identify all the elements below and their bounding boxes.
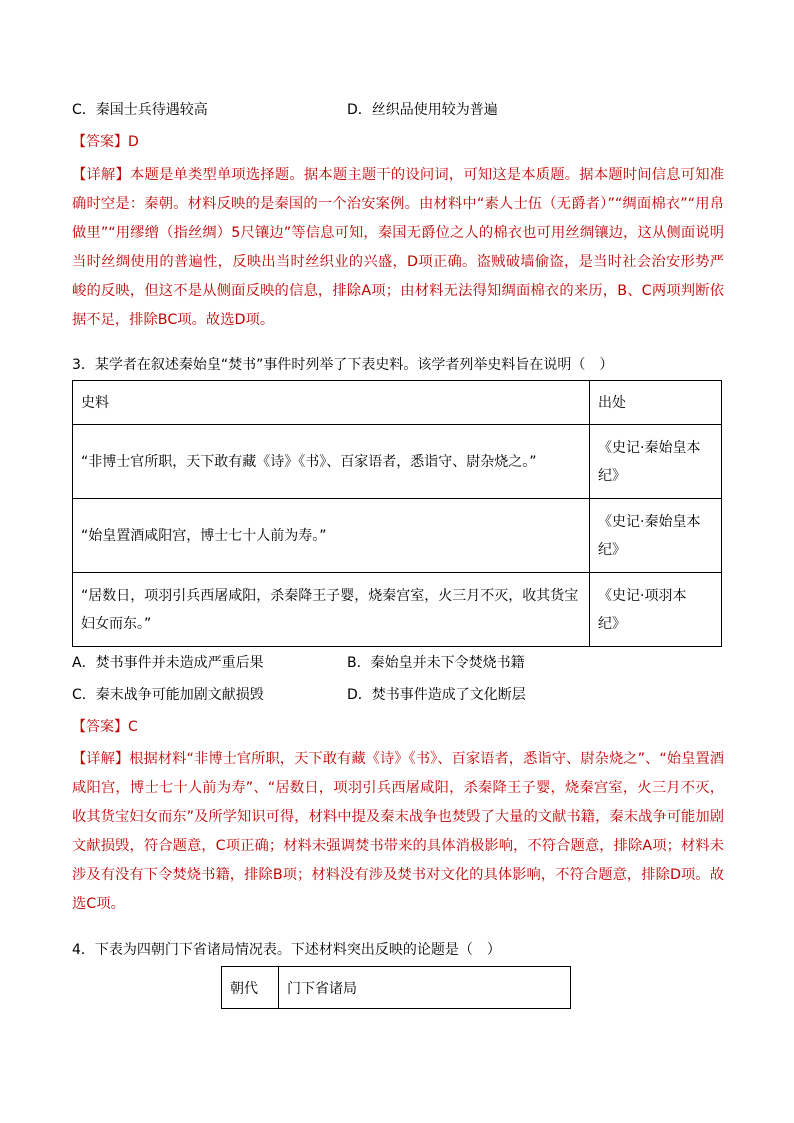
q3-explanation xyxy=(72,745,724,919)
source-origin-line: 《史记·秦始皇本 xyxy=(598,513,701,530)
header-cell: 出处 xyxy=(590,381,722,425)
source-text-cell: “非博士官所职，天下敢有藏《诗》《书》、百家语者，悉诣守、尉杂烧之。” xyxy=(73,425,590,499)
q3-option-d: D．焚书事件造成了文化断层 xyxy=(347,687,526,703)
q3-source-table xyxy=(72,380,722,647)
source-origin-line: 《史记·秦始皇本 xyxy=(598,439,701,456)
source-origin-line: 纪》 xyxy=(598,467,626,484)
header-cell: 门下省诸局 xyxy=(279,967,571,1009)
q4-stem: 4．下表为四朝门下省诸局情况表。下述材料突出反映的论题是（ ） xyxy=(72,942,501,958)
explain-tag: 【详解】 xyxy=(72,167,130,183)
q2-answer xyxy=(72,132,139,152)
source-origin-cell xyxy=(590,573,722,647)
source-origin-cell xyxy=(590,499,722,573)
q2-option-d: D．丝织品使用较为普遍 xyxy=(347,102,498,118)
header-cell: 朝代 xyxy=(222,967,279,1009)
q3-answer xyxy=(72,717,138,737)
explain-text: 根据材料“非博士官所职，天下敢有藏《诗》《书》、百家语者，悉诣守、尉杂烧之”、“始皇置酒咸阳宫，博士七十人前为寿”、“居数日，项羽引兵西屠咸阳，杀秦降王子婴，烧秦宫室，火三月不灭，收其货宝妇女而东”及所学知识可得，材料中提及秦末战争也焚毁了大量的文献书籍，秦末战争可能加剧文献损毁，符合题意，C项正确；材料未强调焚书带来的具体消极影响，不符合题意，排除A项；材料未涉及有没有下令焚烧书籍，排除B项；材料没有涉及焚书对文化的具体影响，不符合题意，排除D项。故选C项。 xyxy=(72,751,724,912)
source-origin-line: 纪》 xyxy=(598,541,626,558)
q3-stem: 3．某学者在叙述秦始皇“焚书”事件时列举了下表史料。该学者列举史料旨在说明（ ） xyxy=(72,357,614,373)
source-text-line: 妇女而东。” xyxy=(81,615,152,632)
answer-value: D xyxy=(128,134,139,150)
header-cell: 史料 xyxy=(73,381,590,425)
source-origin-line: 《史记·项羽本 xyxy=(598,587,687,604)
table-header-row xyxy=(73,381,722,425)
source-text-line: “居数日，项羽引兵西屠咸阳，杀秦降王子婴，烧秦宫室，火三月不灭，收其货宝 xyxy=(81,587,579,604)
answer-value: C xyxy=(128,719,138,735)
q3-option-c: C．秦末战争可能加剧文献损毁 xyxy=(72,687,264,703)
answer-tag: 【答案】 xyxy=(72,134,128,150)
source-origin-cell xyxy=(590,425,722,499)
source-text-cell: “始皇置酒咸阳宫，博士七十人前为寿。” xyxy=(73,499,590,573)
explain-text: 本题是单类型单项选择题。据本题主题干的设问词，可知这是本质题。据本题时间信息可知准确时空是：秦朝。材料反映的是秦国的一个治安案例。由材料中“素人士伍（无爵者）”“绸面棉衣”“用帛做里”“用缪缯（指丝绸）5尺镶边”等信息可知，秦国无爵位之人的棉衣也可用丝绸镶边，这从侧面说明当时丝绸使用的普遍性，反映出当时丝织业的兴盛，D项正确。盗贼破墙偷盗，是当时社会治安形势严峻的反映，但这不是从侧面反映的信息，排除A项；由材料无法得知绸面棉衣的来历，B、C两项判断依据不足，排除BC项。故选D项。 xyxy=(72,167,725,328)
source-text-cell xyxy=(73,573,590,647)
q2-option-c: C．秦国士兵待遇较高 xyxy=(72,102,208,118)
table-row xyxy=(73,573,722,647)
answer-tag: 【答案】 xyxy=(72,719,128,735)
q3-option-b: B．秦始皇并未下令焚烧书籍 xyxy=(347,655,525,671)
table-row xyxy=(73,499,722,573)
q2-explanation xyxy=(72,161,724,335)
table-header-row xyxy=(222,967,571,1009)
q4-table xyxy=(221,966,571,1009)
table-row xyxy=(73,425,722,499)
explain-tag: 【详解】 xyxy=(72,751,130,767)
q3-option-a: A．焚书事件并未造成严重后果 xyxy=(72,655,264,671)
source-origin-line: 纪》 xyxy=(598,615,626,632)
